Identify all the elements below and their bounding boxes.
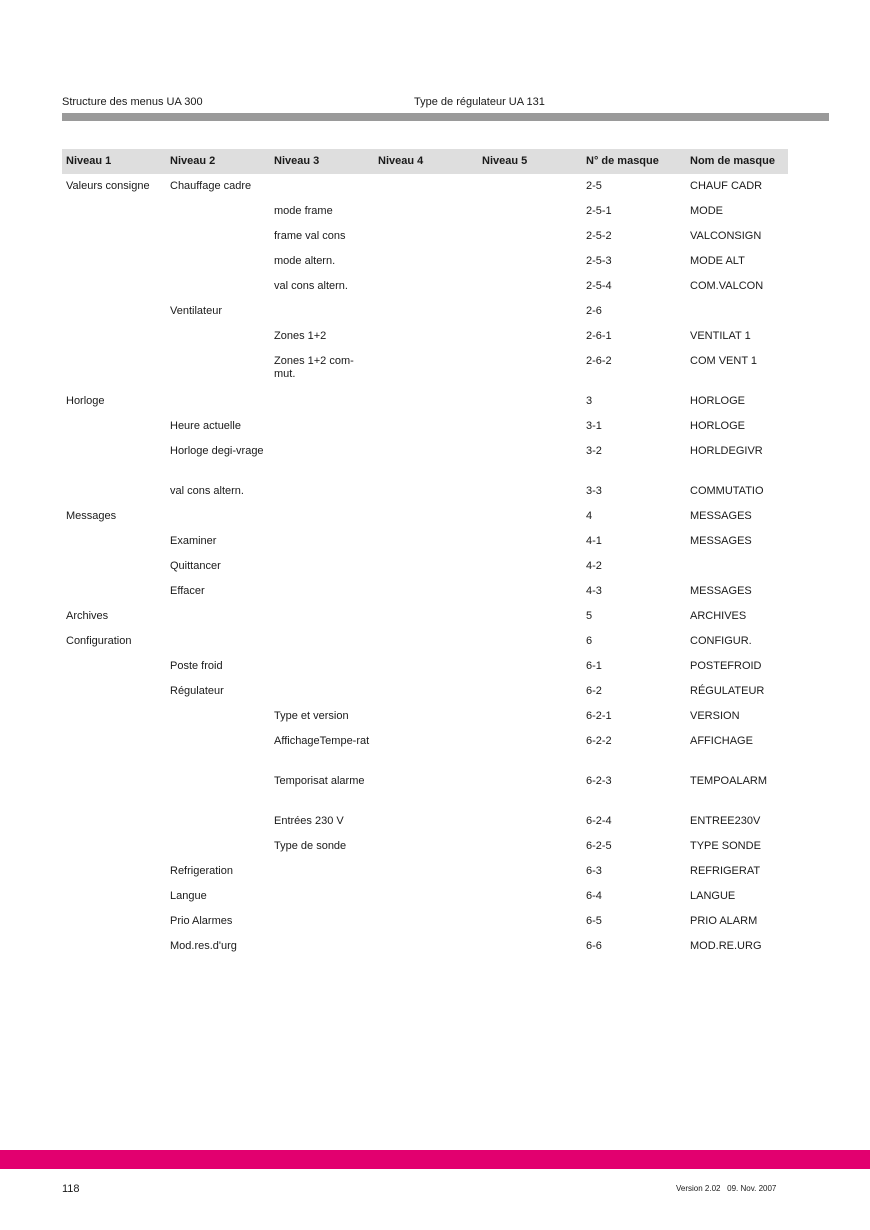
table-row: [62, 414, 788, 439]
niveau-2-cell: [166, 729, 270, 769]
mask-name-cell: COM.VALCON: [690, 280, 764, 292]
mask-name-cell: MOD.RE.URG: [690, 940, 762, 952]
niveau-3-cell: [270, 554, 374, 579]
niveau-4-cell: [374, 769, 478, 809]
niveau-3-cell: Type de sonde: [274, 840, 347, 852]
niveau-4-cell: [374, 554, 478, 579]
mask-name-cell: PRIO ALARM: [690, 915, 758, 927]
niveau-4-cell: [374, 299, 478, 324]
mask-number-cell: 4-3: [586, 585, 602, 597]
niveau-4-cell: [374, 504, 478, 529]
niveau-2-cell: [166, 249, 270, 274]
mask-name-cell: REFRIGERAT: [690, 865, 761, 877]
mask-name-cell: HORLOGE: [690, 395, 746, 407]
table-row: [62, 579, 788, 604]
niveau-2-cell: Refrigeration: [170, 865, 233, 877]
niveau-3-cell: [270, 909, 374, 934]
niveau-3-cell: [270, 174, 374, 199]
niveau-1-cell: [62, 274, 166, 299]
mask-name-cell: POSTEFROID: [690, 660, 762, 672]
niveau-3-cell: frame val cons: [274, 230, 346, 242]
mask-name-cell: COMMUTATIO: [690, 485, 764, 497]
niveau-2-cell: Quittancer: [170, 560, 221, 572]
niveau-1-cell: [62, 704, 166, 729]
niveau-4-cell: [374, 604, 478, 629]
niveau-5-cell: [478, 439, 582, 479]
mask-name-cell: [686, 554, 788, 579]
mask-name-cell: VERSION: [690, 710, 740, 722]
table-row: [62, 299, 788, 324]
niveau-1-cell: [62, 554, 166, 579]
niveau-3-cell: [270, 389, 374, 414]
mask-name-cell: MESSAGES: [690, 535, 752, 547]
niveau-2-cell: [166, 349, 270, 389]
mask-number-cell: 2-5-1: [586, 205, 612, 217]
niveau-5-cell: [478, 389, 582, 414]
table-row: [62, 809, 788, 834]
mask-name-cell: HORLOGE: [690, 420, 746, 432]
mask-number-cell: 3-1: [586, 420, 602, 432]
table-row: [62, 884, 788, 909]
niveau-4-cell: [374, 884, 478, 909]
niveau-1-cell: [62, 479, 166, 504]
column-header: Niveau 1: [62, 149, 166, 174]
niveau-5-cell: [478, 834, 582, 859]
niveau-5-cell: [478, 679, 582, 704]
niveau-4-cell: [374, 224, 478, 249]
niveau-3-cell: Zones 1+2: [274, 330, 327, 342]
niveau-3-cell: [270, 439, 374, 479]
niveau-3-cell: [270, 859, 374, 884]
mask-number-cell: 2-5-2: [586, 230, 612, 242]
mask-number-cell: 6-2-3: [586, 775, 612, 787]
table-row: [62, 859, 788, 884]
mask-number-cell: 2-5-4: [586, 280, 612, 292]
mask-number-cell: 6-6: [586, 940, 602, 952]
niveau-4-cell: [374, 909, 478, 934]
niveau-1-cell: Messages: [66, 510, 117, 522]
table-row: [62, 834, 788, 859]
table-row: [62, 389, 788, 414]
niveau-3-cell: Temporisat alarme: [274, 775, 365, 787]
mask-number-cell: 3: [586, 395, 593, 407]
niveau-4-cell: [374, 579, 478, 604]
niveau-1-cell: Archives: [66, 610, 109, 622]
niveau-1-cell: [62, 439, 166, 479]
niveau-3-cell: mode altern.: [274, 255, 336, 267]
niveau-1-cell: [62, 884, 166, 909]
niveau-3-cell: [270, 604, 374, 629]
mask-name-cell: ARCHIVES: [690, 610, 747, 622]
table-body: [62, 174, 788, 959]
niveau-1-cell: [62, 249, 166, 274]
niveau-2-cell: [166, 704, 270, 729]
mask-name-cell: TYPE SONDE: [690, 840, 761, 852]
niveau-2-cell: Examiner: [170, 535, 217, 547]
table-row: [62, 479, 788, 504]
mask-number-cell: 2-5: [586, 180, 602, 192]
niveau-3-cell: [270, 529, 374, 554]
niveau-1-cell: [62, 909, 166, 934]
footer-accent-bar: [0, 1150, 870, 1169]
table-row: [62, 769, 788, 809]
mask-name-cell: COM VENT 1: [690, 355, 758, 367]
niveau-5-cell: [478, 729, 582, 769]
niveau-2-cell: Horloge degi-vrage: [170, 445, 264, 457]
niveau-5-cell: [478, 859, 582, 884]
niveau-3-cell: val cons altern.: [274, 280, 348, 292]
mask-name-cell: MODE: [690, 205, 723, 217]
table-row: [62, 654, 788, 679]
niveau-1-cell: [62, 679, 166, 704]
version-date: Version 2.02 09. Nov. 2007: [676, 1184, 777, 1193]
page-number: 118: [62, 1183, 80, 1195]
niveau-2-cell: val cons altern.: [170, 485, 244, 497]
niveau-4-cell: [374, 389, 478, 414]
niveau-5-cell: [478, 349, 582, 389]
niveau-2-cell: Mod.res.d'urg: [170, 940, 237, 952]
mask-name-cell: ENTREE230V: [690, 815, 761, 827]
mask-name-cell: VALCONSIGN: [690, 230, 762, 242]
niveau-4-cell: [374, 324, 478, 349]
niveau-1-cell: Horloge: [66, 395, 105, 407]
mask-number-cell: 4-1: [586, 535, 602, 547]
header-controller-type: Type de régulateur UA 131: [414, 96, 545, 108]
table-row: [62, 249, 788, 274]
column-header: Nom de masque: [686, 149, 788, 174]
niveau-1-cell: [62, 729, 166, 769]
niveau-4-cell: [374, 439, 478, 479]
niveau-2-cell: [166, 389, 270, 414]
mask-number-cell: 5: [586, 610, 593, 622]
niveau-2-cell: [166, 769, 270, 809]
niveau-5-cell: [478, 174, 582, 199]
niveau-4-cell: [374, 174, 478, 199]
niveau-5-cell: [478, 529, 582, 554]
niveau-1-cell: [62, 579, 166, 604]
mask-number-cell: 6-3: [586, 865, 602, 877]
table-row: [62, 529, 788, 554]
column-header: Niveau 3: [270, 149, 374, 174]
niveau-5-cell: [478, 809, 582, 834]
niveau-1-cell: [62, 414, 166, 439]
niveau-4-cell: [374, 529, 478, 554]
mask-name-cell: HORLDEGIVR: [690, 445, 763, 457]
niveau-3-cell: [270, 654, 374, 679]
niveau-4-cell: [374, 414, 478, 439]
niveau-2-cell: Langue: [170, 890, 207, 902]
niveau-5-cell: [478, 654, 582, 679]
niveau-2-cell: [166, 224, 270, 249]
niveau-3-cell: [270, 629, 374, 654]
niveau-4-cell: [374, 679, 478, 704]
mask-name-cell: AFFICHAGE: [690, 735, 753, 747]
mask-number-cell: 6-1: [586, 660, 602, 672]
niveau-3-cell: [270, 504, 374, 529]
niveau-4-cell: [374, 934, 478, 959]
niveau-4-cell: [374, 809, 478, 834]
niveau-5-cell: [478, 934, 582, 959]
niveau-1-cell: [62, 859, 166, 884]
table-row: [62, 729, 788, 769]
niveau-5-cell: [478, 909, 582, 934]
niveau-4-cell: [374, 249, 478, 274]
niveau-5-cell: [478, 414, 582, 439]
niveau-3-cell: AffichageTempe-rat: [274, 735, 370, 747]
mask-number-cell: 2-5-3: [586, 255, 612, 267]
niveau-1-cell: [62, 809, 166, 834]
mask-number-cell: 6: [586, 635, 593, 647]
niveau-5-cell: [478, 324, 582, 349]
niveau-4-cell: [374, 629, 478, 654]
table-row: [62, 554, 788, 579]
mask-number-cell: 2-6-2: [586, 355, 612, 367]
niveau-5-cell: [478, 704, 582, 729]
mask-name-cell: CONFIGUR.: [690, 635, 752, 647]
mask-name-cell: CHAUF CADR: [690, 180, 763, 192]
niveau-5-cell: [478, 199, 582, 224]
niveau-1-cell: [62, 299, 166, 324]
mask-number-cell: 6-2-1: [586, 710, 612, 722]
column-header: Niveau 5: [478, 149, 582, 174]
niveau-3-cell: [270, 579, 374, 604]
niveau-3-cell: [270, 414, 374, 439]
niveau-4-cell: [374, 479, 478, 504]
niveau-1-cell: [62, 199, 166, 224]
niveau-5-cell: [478, 884, 582, 909]
mask-number-cell: 4-2: [586, 560, 602, 572]
niveau-3-cell: [270, 679, 374, 704]
niveau-5-cell: [478, 629, 582, 654]
table-row: [62, 199, 788, 224]
niveau-4-cell: [374, 729, 478, 769]
mask-number-cell: 6-4: [586, 890, 602, 902]
mask-number-cell: 2-6-1: [586, 330, 612, 342]
niveau-2-cell: Prio Alarmes: [170, 915, 233, 927]
niveau-3-cell: [270, 934, 374, 959]
mask-number-cell: 6-2-4: [586, 815, 612, 827]
niveau-2-cell: Heure actuelle: [170, 420, 241, 432]
mask-number-cell: 3-2: [586, 445, 602, 457]
niveau-5-cell: [478, 224, 582, 249]
niveau-1-cell: [62, 324, 166, 349]
niveau-2-cell: Poste froid: [170, 660, 223, 672]
mask-number-cell: 6-2: [586, 685, 602, 697]
niveau-2-cell: Effacer: [170, 585, 205, 597]
niveau-2-cell: [166, 504, 270, 529]
niveau-1-cell: [62, 654, 166, 679]
niveau-5-cell: [478, 479, 582, 504]
header-divider-bar: [62, 113, 829, 121]
mask-name-cell: TEMPOALARM: [690, 775, 768, 787]
table-row: [62, 349, 788, 389]
niveau-2-cell: [166, 629, 270, 654]
niveau-3-cell: Type et version: [274, 710, 349, 722]
mask-name-cell: RÉGULATEUR: [690, 685, 765, 697]
mask-number-cell: 4: [586, 510, 593, 522]
niveau-4-cell: [374, 199, 478, 224]
niveau-4-cell: [374, 859, 478, 884]
table-row: [62, 439, 788, 479]
niveau-5-cell: [478, 299, 582, 324]
mask-name-cell: VENTILAT 1: [690, 330, 751, 342]
header-document-title: Structure des menus UA 300: [62, 96, 203, 108]
mask-name-cell: MESSAGES: [690, 510, 752, 522]
niveau-4-cell: [374, 704, 478, 729]
mask-number-cell: 6-5: [586, 915, 602, 927]
table-row: [62, 909, 788, 934]
mask-name-cell: MESSAGES: [690, 585, 752, 597]
table-header-row: [62, 149, 788, 174]
niveau-1-cell: [62, 834, 166, 859]
niveau-3-cell: [270, 884, 374, 909]
niveau-4-cell: [374, 654, 478, 679]
mask-number-cell: 6-2-2: [586, 735, 612, 747]
niveau-3-cell: Zones 1+2 com-mut.: [274, 355, 354, 380]
niveau-2-cell: [166, 199, 270, 224]
niveau-1-cell: Configuration: [66, 635, 132, 647]
niveau-1-cell: Valeurs consigne: [66, 180, 150, 192]
niveau-2-cell: Chauffage cadre: [170, 180, 252, 192]
table-row: [62, 629, 788, 654]
niveau-2-cell: [166, 604, 270, 629]
niveau-3-cell: mode frame: [274, 205, 333, 217]
table-row: [62, 504, 788, 529]
niveau-2-cell: [166, 274, 270, 299]
niveau-2-cell: [166, 324, 270, 349]
niveau-4-cell: [374, 274, 478, 299]
mask-number-cell: 6-2-5: [586, 840, 612, 852]
niveau-5-cell: [478, 504, 582, 529]
mask-name-cell: LANGUE: [690, 890, 736, 902]
table-row: [62, 174, 788, 199]
niveau-5-cell: [478, 604, 582, 629]
niveau-5-cell: [478, 554, 582, 579]
niveau-5-cell: [478, 769, 582, 809]
niveau-1-cell: [62, 349, 166, 389]
table-row: [62, 679, 788, 704]
niveau-2-cell: Ventilateur: [170, 305, 222, 317]
table-row: [62, 224, 788, 249]
niveau-4-cell: [374, 349, 478, 389]
niveau-1-cell: [62, 934, 166, 959]
niveau-4-cell: [374, 834, 478, 859]
menu-structure-table: [62, 149, 788, 959]
mask-number-cell: 3-3: [586, 485, 602, 497]
niveau-3-cell: [270, 479, 374, 504]
mask-number-cell: 2-6: [586, 305, 602, 317]
niveau-1-cell: [62, 224, 166, 249]
niveau-2-cell: [166, 809, 270, 834]
table-row: [62, 704, 788, 729]
niveau-3-cell: Entrées 230 V: [274, 815, 344, 827]
table-row: [62, 934, 788, 959]
mask-name-cell: [686, 299, 788, 324]
mask-name-cell: MODE ALT: [690, 255, 745, 267]
column-header: Niveau 2: [166, 149, 270, 174]
column-header: N° de masque: [582, 149, 686, 174]
niveau-2-cell: Régulateur: [170, 685, 224, 697]
column-header: Niveau 4: [374, 149, 478, 174]
table-row: [62, 324, 788, 349]
niveau-1-cell: [62, 769, 166, 809]
niveau-2-cell: [166, 834, 270, 859]
niveau-5-cell: [478, 249, 582, 274]
niveau-3-cell: [270, 299, 374, 324]
niveau-1-cell: [62, 529, 166, 554]
niveau-5-cell: [478, 274, 582, 299]
table-row: [62, 604, 788, 629]
niveau-5-cell: [478, 579, 582, 604]
table-row: [62, 274, 788, 299]
